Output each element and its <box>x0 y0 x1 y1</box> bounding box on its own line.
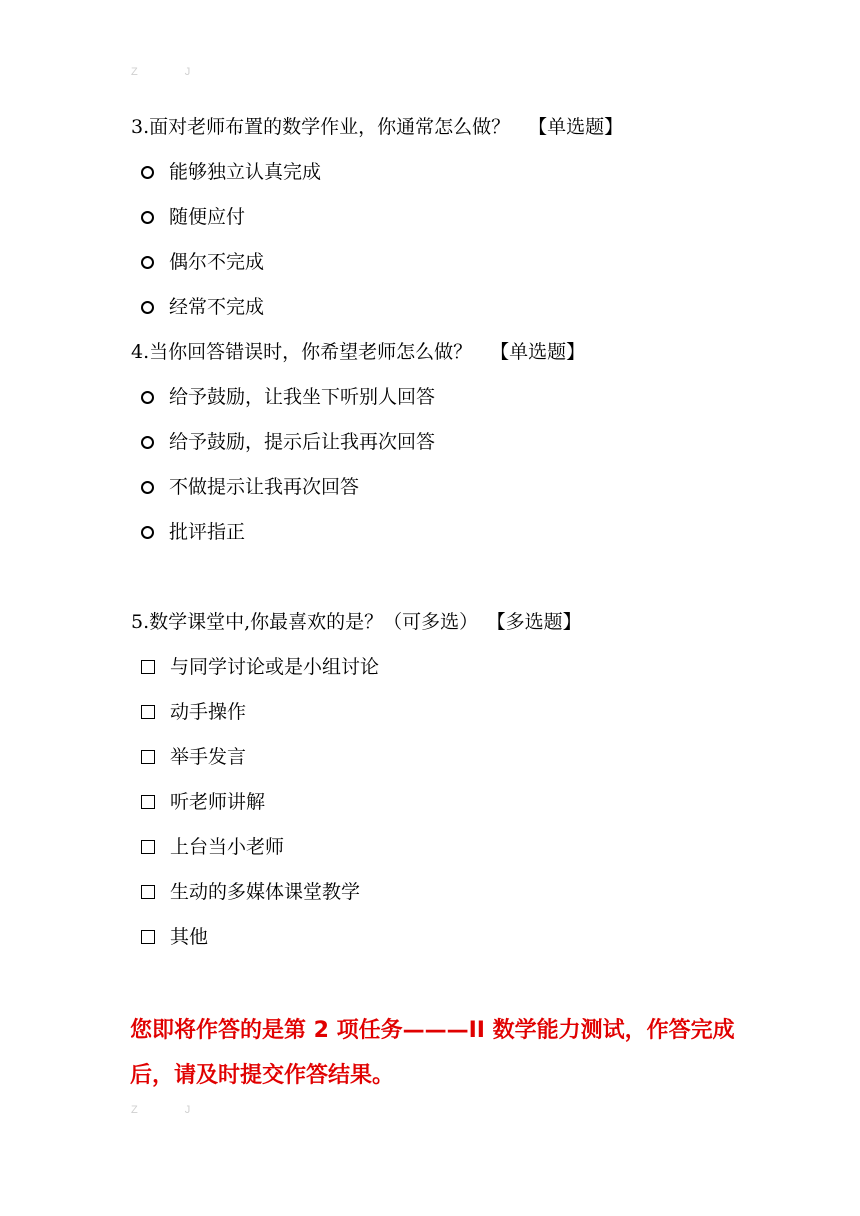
header-watermark: Z J <box>131 66 213 78</box>
question-3-text: 3.面对老师布置的数学作业，你通常怎么做？ <box>131 116 511 138</box>
q5-option-5[interactable] <box>141 835 284 859</box>
checkbox-icon[interactable] <box>141 840 155 854</box>
q3-option-2[interactable] <box>141 205 245 229</box>
option-label: 随便应付 <box>169 206 246 228</box>
q5-option-4[interactable] <box>141 790 265 814</box>
checkbox-icon[interactable] <box>141 660 155 674</box>
question-4-text: 4.当你回答错误时，你希望老师怎么做？ <box>131 341 473 363</box>
question-3-type: 【单选题】 <box>528 116 624 138</box>
q5-option-2[interactable] <box>141 700 246 724</box>
q4-option-4[interactable] <box>141 520 245 544</box>
radio-icon[interactable] <box>141 301 154 314</box>
checkbox-icon[interactable] <box>141 750 155 764</box>
option-label: 偶尔不完成 <box>169 251 265 273</box>
radio-icon[interactable] <box>141 391 154 404</box>
q5-option-3[interactable] <box>141 745 246 769</box>
radio-icon[interactable] <box>141 166 154 179</box>
q3-option-4[interactable] <box>141 295 264 319</box>
q5-option-1[interactable] <box>141 655 379 679</box>
question-5 <box>131 610 582 634</box>
option-label: 不做提示让我再次回答 <box>169 476 360 498</box>
radio-icon[interactable] <box>141 436 154 449</box>
radio-icon[interactable] <box>141 211 154 224</box>
radio-icon[interactable] <box>141 481 154 494</box>
option-label: 生动的多媒体课堂教学 <box>170 881 361 903</box>
option-label: 能够独立认真完成 <box>169 161 322 183</box>
option-label: 动手操作 <box>170 701 247 723</box>
footer-watermark: Z J <box>131 1104 213 1116</box>
question-4 <box>131 340 585 364</box>
option-label: 批评指正 <box>169 521 246 543</box>
q4-option-2[interactable] <box>141 430 435 454</box>
q5-option-6[interactable] <box>141 880 360 904</box>
option-label: 经常不完成 <box>169 296 265 318</box>
q5-option-7[interactable] <box>141 925 208 949</box>
option-label: 举手发言 <box>170 746 247 768</box>
option-label: 与同学讨论或是小组讨论 <box>170 656 380 678</box>
question-4-type: 【单选题】 <box>490 341 586 363</box>
checkbox-icon[interactable] <box>141 885 155 899</box>
option-label: 上台当小老师 <box>170 836 285 858</box>
option-label: 其他 <box>170 926 209 948</box>
q3-option-1[interactable] <box>141 160 321 184</box>
option-label: 听老师讲解 <box>170 791 266 813</box>
checkbox-icon[interactable] <box>141 795 155 809</box>
option-label: 给予鼓励，提示后让我再次回答 <box>169 431 436 453</box>
question-5-text: 5.数学课堂中,你最喜欢的是？（可多选） <box>131 611 479 633</box>
task-notice: 您即将作答的是第 2 项任务———II 数学能力测试，作答完成后，请及时提交作答结果。 <box>130 1018 735 1088</box>
radio-icon[interactable] <box>141 526 154 539</box>
radio-icon[interactable] <box>141 256 154 269</box>
q4-option-1[interactable] <box>141 385 435 409</box>
checkbox-icon[interactable] <box>141 705 155 719</box>
question-3 <box>131 115 623 139</box>
option-label: 给予鼓励，让我坐下听别人回答 <box>169 386 436 408</box>
checkbox-icon[interactable] <box>141 930 155 944</box>
q4-option-3[interactable] <box>141 475 359 499</box>
q3-option-3[interactable] <box>141 250 264 274</box>
question-5-type: 【多选题】 <box>496 611 582 633</box>
